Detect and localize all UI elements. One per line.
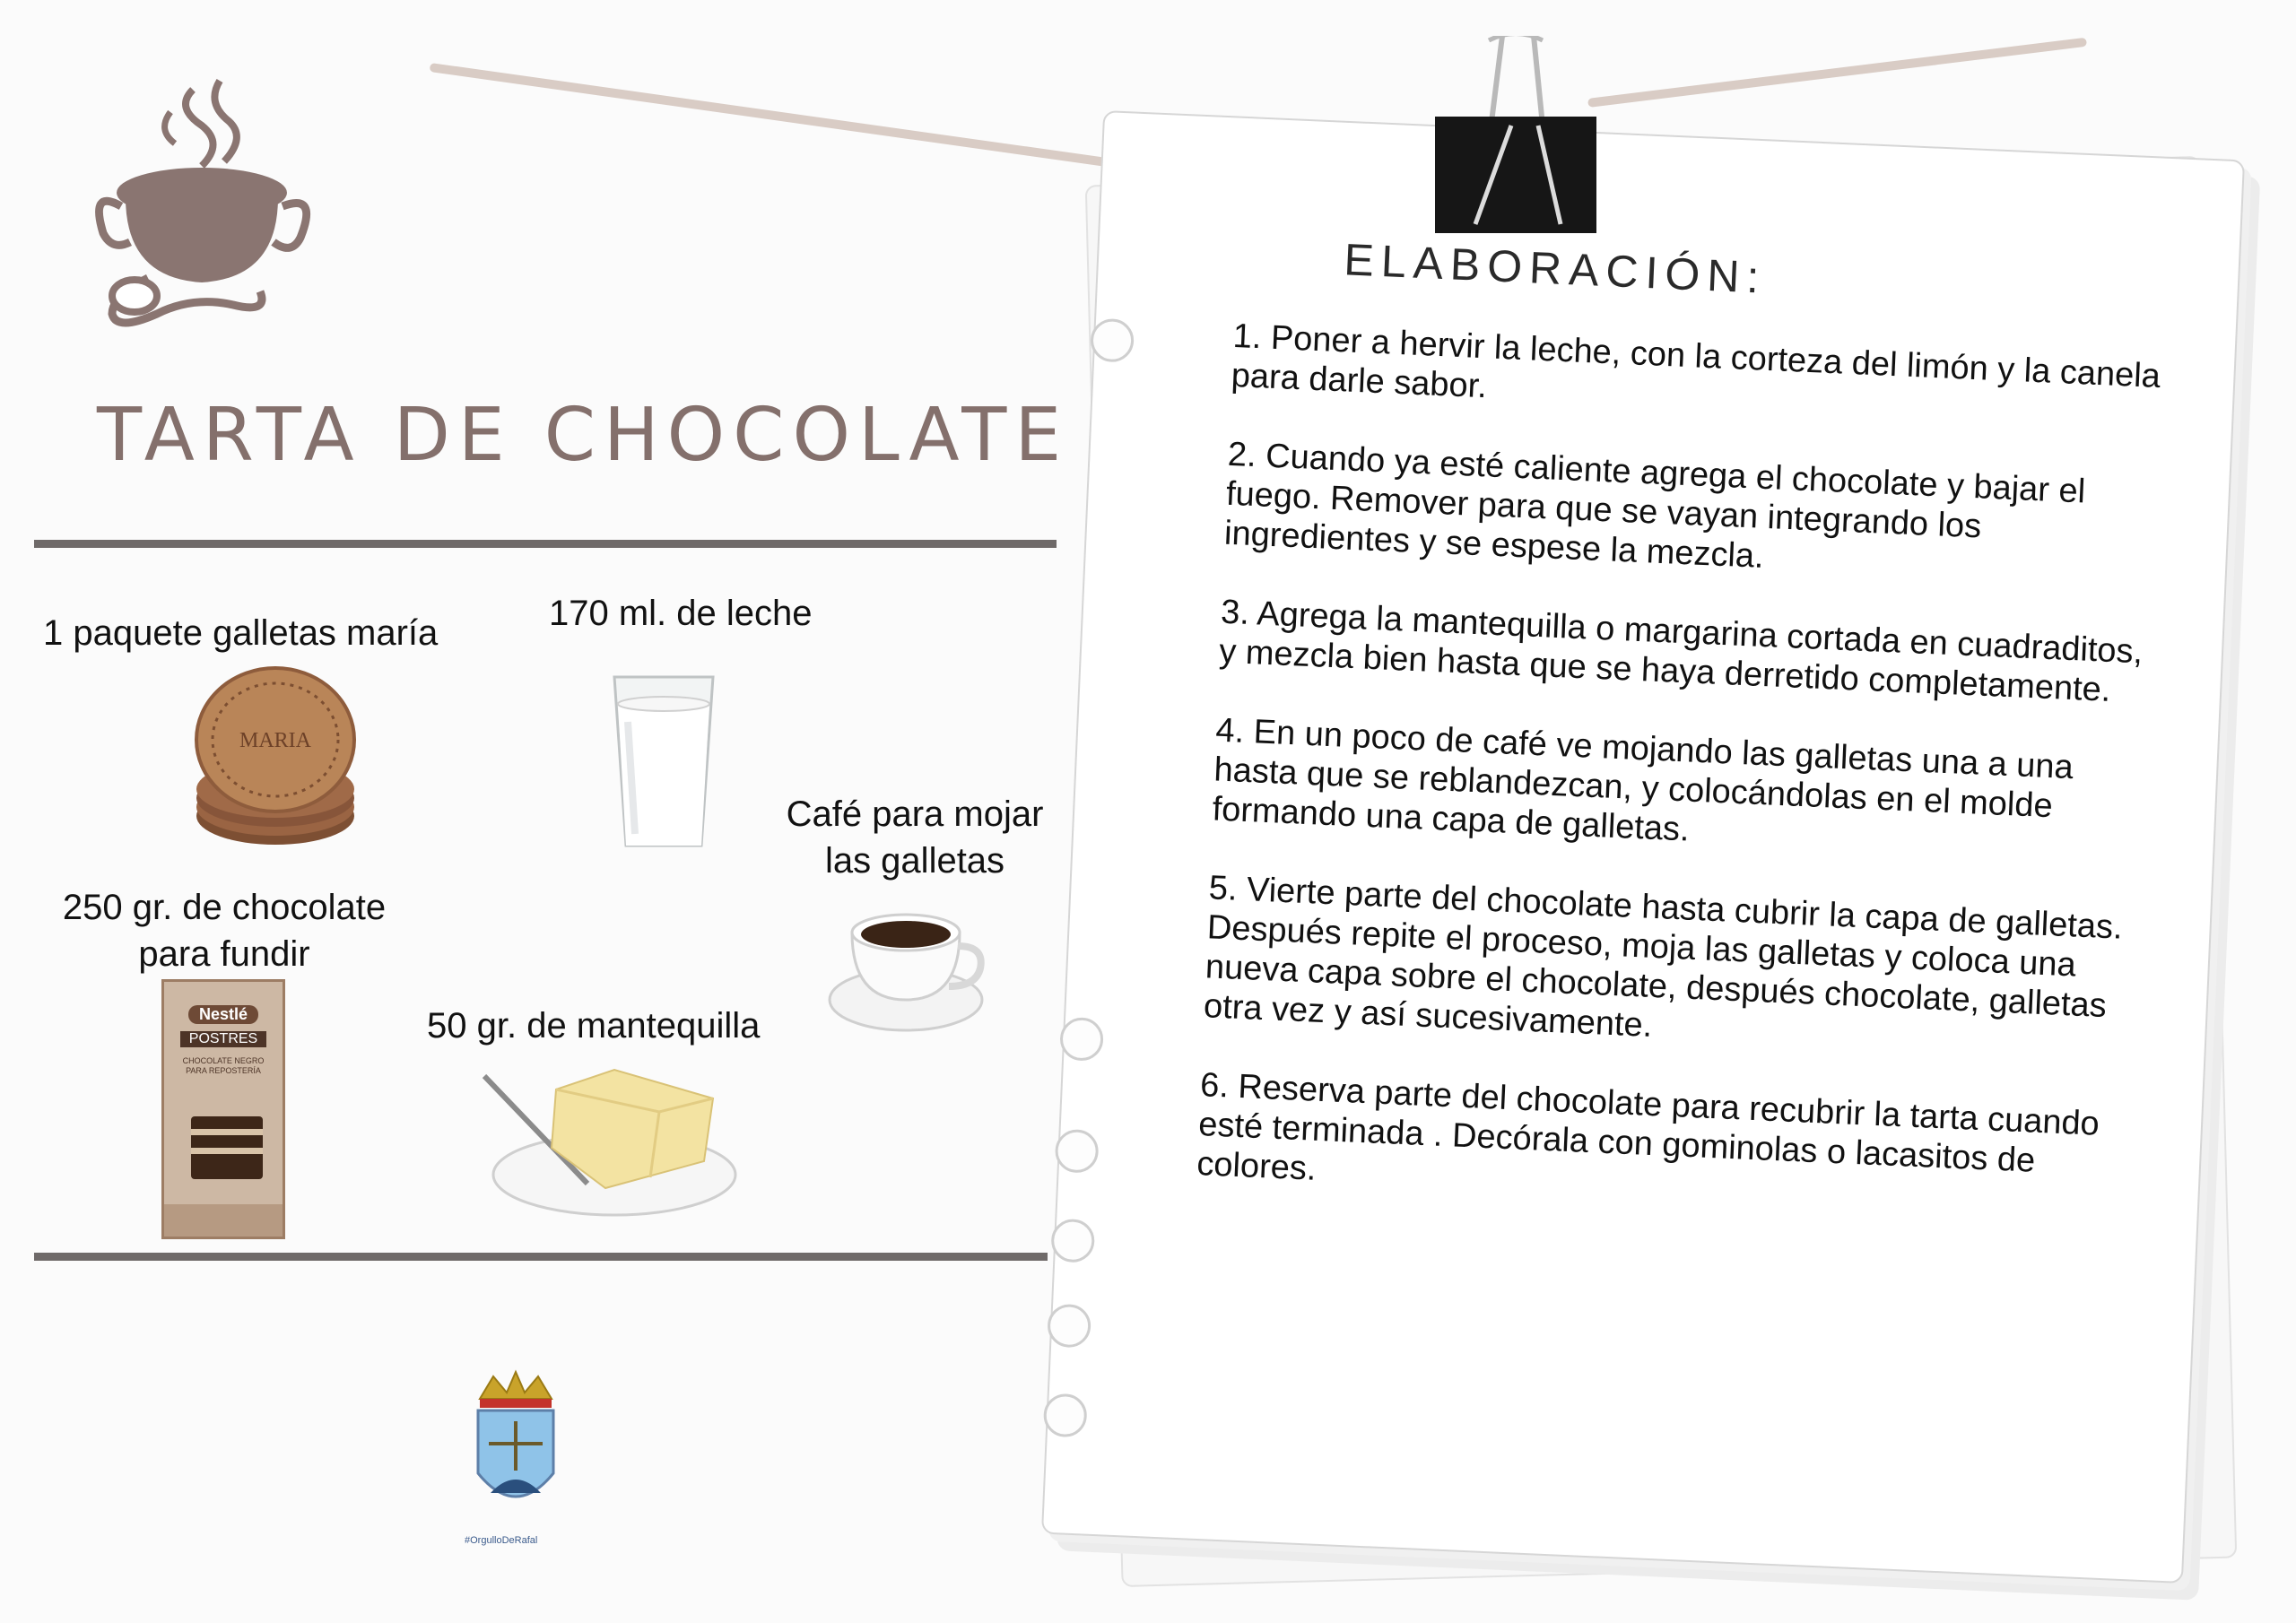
ingredient-leche-label: 170 ml. de leche — [549, 594, 813, 633]
ingredient-galletas-label: 1 paquete galletas maría — [43, 613, 439, 653]
recipe-heading: ELABORACIÓN: — [1343, 234, 1768, 303]
milk-glass-image — [610, 668, 718, 852]
butter-plate-image — [480, 1063, 740, 1219]
logo-caption: #OrgulloDeRafal — [465, 1535, 538, 1546]
coffee-cup-image — [825, 897, 996, 1040]
chocolate-line: POSTRES — [180, 1031, 266, 1047]
ingredient-mantequilla-label: 50 gr. de mantequilla — [427, 1006, 761, 1046]
chocolate-brand: Nestlé — [188, 1005, 258, 1024]
ingredient-chocolate-line1: 250 gr. de chocolate — [62, 888, 387, 927]
town-coat-of-arms-logo — [462, 1367, 570, 1524]
paper-hole — [1090, 318, 1135, 363]
top-divider — [34, 540, 1057, 548]
chocolate-cake-illustration — [191, 1116, 263, 1179]
paper-hole — [1043, 1393, 1088, 1437]
recipe-step-4: 4. En un poco de café ve mojando las galletas una a una hasta que se reblandezcan, y colocándolas en el molde formando una capa de galletas. — [1211, 711, 2074, 849]
recipe-step-6: 6. Reserva parte del chocolate para recubrir la tarta cuando esté terminada . Decórala con gominolas o lacasitos de colores. — [1196, 1066, 2100, 1188]
recipe-step-5: 5. Vierte parte del chocolate hasta cubrir la capa de galletas. Después repite el proceso, moja las galletas y coloca una nueva capa sobre el chocolate, después chocolate, galletas otra vez y así sucesivamente. — [1203, 869, 2124, 1045]
biscuit-stack-image — [190, 664, 361, 852]
ingredient-cafe-line2: las galletas — [824, 841, 1005, 881]
ingredient-chocolate-label — [45, 884, 404, 977]
cooking-pot-icon — [85, 72, 318, 332]
chocolate-bar-footer — [164, 1204, 283, 1237]
binder-clip-icon — [1426, 36, 1605, 242]
paper-hole — [1055, 1129, 1100, 1174]
paper-hole — [1050, 1219, 1095, 1263]
ingredient-chocolate-line2: para fundir — [138, 934, 310, 974]
page-title: TARTA DE CHOCOLATE — [97, 393, 1070, 478]
paper-hole — [1059, 1017, 1104, 1062]
recipe-content — [1195, 229, 2179, 1264]
paper-holes — [1105, 112, 2243, 161]
ingredient-cafe-line1: Café para mojar — [786, 794, 1044, 834]
hanging-rope-left — [430, 63, 1124, 169]
recipe-step-2: 2. Cuando ya esté caliente agrega el chocolate y bajar el fuego. Remover para que se vayan integrando los ingredientes y se espese la mezcla. — [1223, 435, 2086, 576]
paper-hole — [1047, 1304, 1091, 1349]
chocolate-desc: CHOCOLATE NEGRO PARA REPOSTERÍA — [182, 1056, 265, 1075]
bottom-divider — [34, 1253, 1048, 1261]
ingredient-cafe-label — [771, 791, 1058, 884]
biscuit-text: MARIA — [239, 729, 312, 752]
recipe-step-3: 3. Agrega la mantequilla o margarina cortada en cuadraditos, y mezcla bien hasta que se haya derretido completamente. — [1218, 593, 2144, 709]
recipe-step-1: 1. Poner a hervir la leche, con la corteza del limón y la canela para darle sabor. — [1230, 317, 2161, 406]
chocolate-bar-image — [161, 979, 285, 1239]
hanging-rope-right — [1587, 38, 2087, 108]
